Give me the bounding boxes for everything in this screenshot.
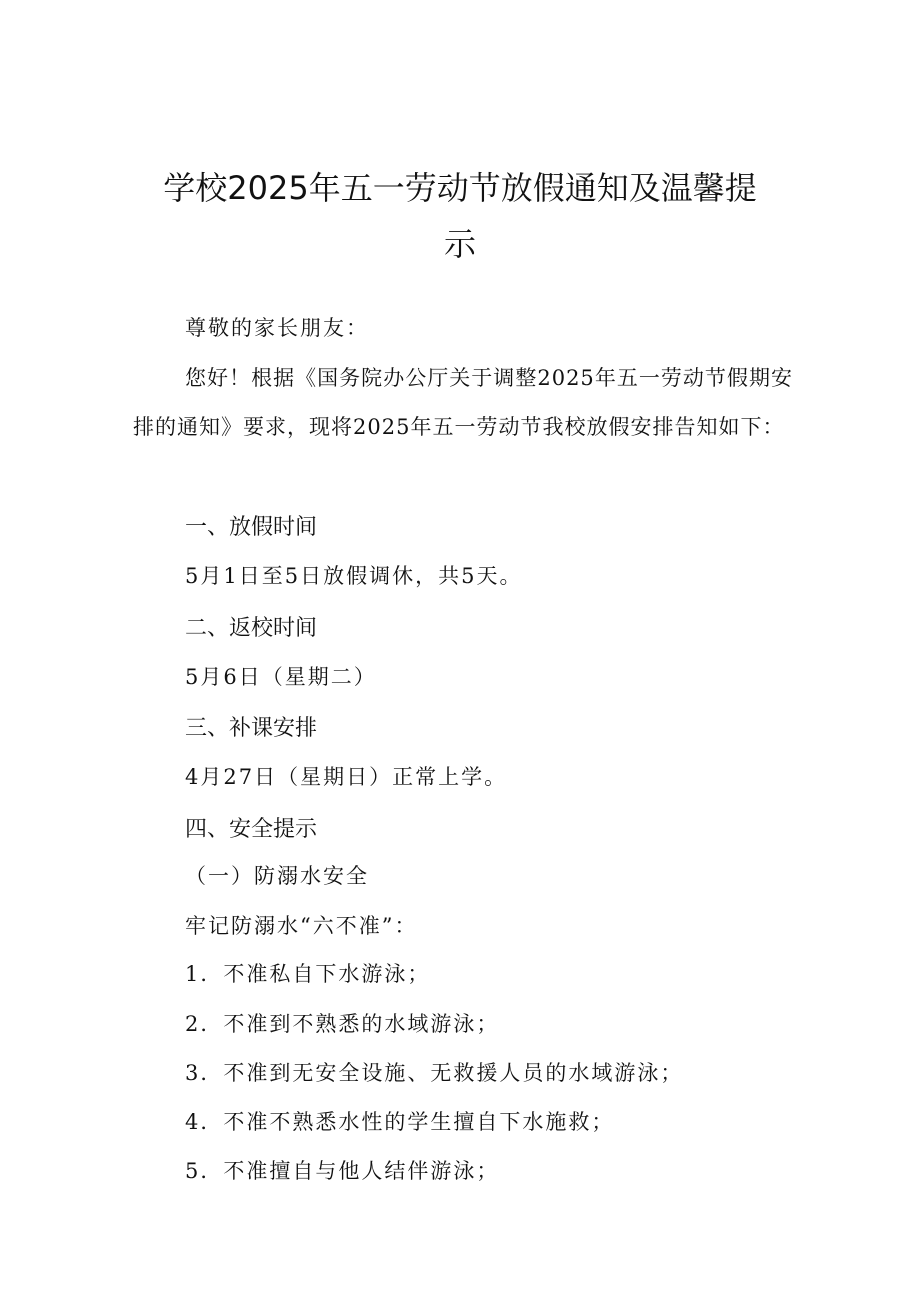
section-body-return-time: 5月6日（星期二） [185, 665, 377, 689]
section-body-makeup-class: 4月27日（星期日）正常上学。 [185, 765, 508, 789]
intro-paragraph: 您好！根据《国务院办公厅关于调整2025年五一劳动节假期安排的通知》要求，现将2025年五一劳动节我校放假安排告知如下： [133, 366, 793, 439]
section-body-holiday-time: 5月1日至5日放假调休，共5天。 [185, 564, 523, 588]
safety-rule: 4．不准不熟悉水性的学生擅自下水施救； [185, 1110, 615, 1134]
section-heading-return-time: 二、返校时间 [185, 616, 318, 641]
safety-rule: 1．不准私自下水游泳； [185, 962, 431, 986]
safety-rule: 3．不准到无安全设施、无救援人员的水域游泳； [185, 1061, 684, 1085]
document-title: 学校2025年五一劳动节放假通知及温馨提示 [163, 169, 757, 263]
safety-rule: 2．不准到不熟悉的水域游泳； [185, 1012, 500, 1036]
safety-lead: 牢记防溺水“六不准”： [185, 914, 418, 938]
safety-rule: 5．不准擅自与他人结伴游泳； [185, 1159, 500, 1183]
safety-sub-heading: （一）防溺水安全 [185, 864, 369, 888]
salutation: 尊敬的家长朋友： [185, 316, 369, 340]
section-heading-makeup-class: 三、补课安排 [185, 716, 318, 741]
section-heading-safety: 四、安全提示 [185, 817, 318, 842]
section-heading-holiday-time: 一、放假时间 [185, 515, 318, 540]
